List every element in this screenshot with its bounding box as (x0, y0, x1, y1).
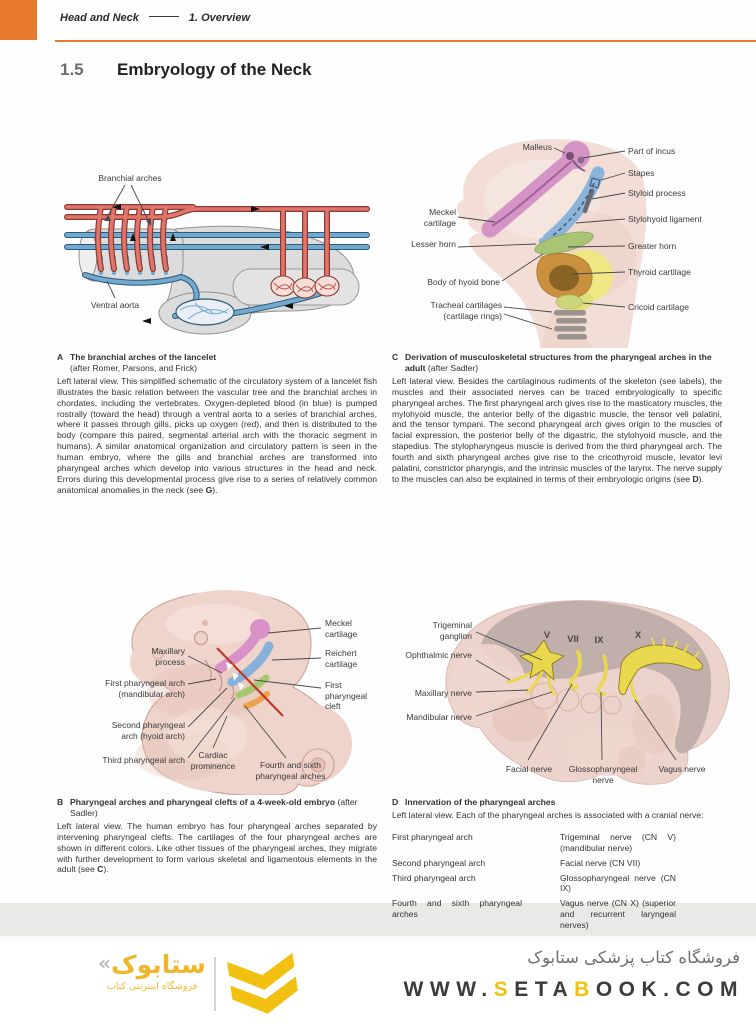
figure-label-styloid-process: Styloid process (628, 188, 686, 198)
caption-a-text: Left lateral view. This simplified schematic of the circulatory system of a lancelet fish illustrates the basic relation between the vascular tree and the branchial arches in chordates, including the vertebrates. Oxygen-depleted blood (in blue) is pumped rostrally (toward the head) through a ventral aorta to a series of branchial arches, where it passes through gills, picks up oxygen (red), and then is distributed to the body (compare this paired, segmental arterial arch with the thoracic segment in humans). A similar anatomical organization and circulatory pattern is seen in the human embryo, where the gills and branchial arches are transformed into pharyngeal arches which develop into various structures in the head and neck. Errors during this developmental process give rise to a series of relatively common anatomical anomalies in the neck (see (57, 375, 377, 495)
figure-label-glossopharyngeal-nerve: Glossopharyngeal nerve (568, 764, 638, 785)
caption-b-body (57, 821, 377, 876)
table-cell-nerve: Facial nerve (CN VII) (560, 857, 641, 868)
website-url (404, 978, 744, 1002)
table-cell-arch: First pharyngeal arch (392, 831, 473, 842)
setabook-wordmark-text: ستابوک (111, 950, 206, 979)
setabook-wordmark (96, 951, 208, 979)
caption-a-tail: ). (212, 484, 218, 495)
caption-d-letter: D (392, 797, 399, 807)
caption-c-text: Left lateral view. Besides the cartilaginous rudiments of the skeleton (see labels), the muscles and their associated nerves can be traced embryologically to specific pharyngeal arches. The first pharyngeal arch gives rise to the masticatory muscles, the mylohyoid muscle, the anterior belly of the digastric muscle, the tensor veli palatini, and the tensor tympani. The second pharyngeal arch gives origin to the muscles of facial expression, the posterior belly of the digastric, the stylohyoid muscle, and the stapedius. The stylopharyngeus muscle is derived from the third pharyngeal arch. The fourth and sixth pharyngeal arches give rise to the cricothyroid muscle, levator levi palatini, constrictor pharyngis, and the intrinsic muscles of the larynx. The nerve supply to the muscles can also be explained in terms of their embryologic origins (see (392, 375, 722, 484)
figure-label-lesser-horn: Lesser horn (411, 239, 456, 249)
caption-b-heading (57, 797, 377, 819)
url-highlight-b: B (574, 978, 596, 1001)
table-cell-arch: Second pharyngeal arch (392, 857, 486, 868)
figure-label-facial-nerve: Facial nerve (505, 764, 553, 774)
cranial-nerve-numeral-v: V (543, 630, 551, 641)
cranial-nerve-numeral-x: X (634, 630, 642, 641)
caption-b-title: Pharyngeal arches and pharyngeal clefts of a 4-week-old embryo (70, 797, 336, 807)
figure-label-maxillary-nerve: Maxillary nerve (414, 688, 472, 698)
figure-label-part-of-incus: Part of incus (628, 146, 676, 156)
figure-label-fourth-sixth-arches: Fourth and sixth pharyngeal arches (255, 760, 326, 781)
table-cell-arch: Fourth and sixth pharyngeal arches (392, 898, 522, 920)
store-name-persian: فروشگاه کتاب پزشکی ستابوک (527, 948, 740, 967)
caption-a-crossref: G (205, 484, 213, 495)
caption-a-subtitle: (after Romer, Parsons, and Frick) (70, 362, 198, 373)
caption-b (57, 797, 377, 875)
figure-label-malleus: Malleus (522, 142, 552, 152)
caption-b-crossref: C (97, 864, 104, 875)
running-head (60, 12, 250, 24)
caption-c-tail: ). (698, 473, 704, 484)
running-head-chapter: 1. Overview (188, 12, 251, 24)
caption-a-heading (57, 352, 377, 374)
figure-label-ventral-aorta: Ventral aorta (90, 300, 140, 310)
table-row (392, 832, 724, 854)
figure-label-thyroid-cartilage: Thyroid cartilage (628, 267, 691, 277)
cranial-nerve-numeral-ix: IX (594, 635, 604, 646)
figure-label-meckel-cartilage-embryo: Meckel cartilage (325, 618, 358, 639)
table-cell-nerve: Vagus nerve (CN X) (superior and recurrent laryngeal nerves) (560, 898, 676, 931)
caption-c-title: Derivation of musculoskeletal structures from the pharyngeal arches in the adult (405, 352, 712, 373)
url-part: ETA (514, 978, 575, 1001)
figure-label-mandibular-nerve: Mandibular nerve (406, 712, 472, 722)
table-row (392, 873, 724, 895)
url-highlight-s: S (493, 978, 515, 1001)
figure-label-third-pharyngeal-arch: Third pharyngeal arch (102, 755, 185, 765)
figure-label-body-of-hyoid-bone: Body of hyoid bone (427, 277, 500, 287)
caption-a (57, 352, 377, 496)
figure-label-second-pharyngeal-arch: Second pharyngeal arch (hyoid arch) (111, 720, 185, 741)
innervation-table (392, 832, 724, 931)
logo-divider (214, 957, 216, 1011)
figure-label-ophthalmic-nerve: Ophthalmic nerve (405, 650, 472, 660)
figure-label-stapes: Stapes (628, 168, 655, 178)
figure-label-branchial-arches: Branchial arches (98, 173, 162, 183)
caption-c-body (392, 376, 722, 485)
figure-label-first-pharyngeal-arch: First pharyngeal arch (mandibular arch) (105, 678, 185, 699)
header-rule (55, 40, 756, 42)
caption-d (392, 797, 724, 935)
setabook-logo (96, 951, 208, 992)
table-row (392, 898, 724, 931)
setabook-tagline: فروشگاه اینترنتی کتاب (106, 980, 198, 992)
guillemet-icon: « (98, 951, 112, 975)
figure-label-stylohyoid-ligament: Stylohyoid ligament (628, 214, 702, 224)
figure-a-lancelet-diagram (55, 145, 380, 350)
cranial-nerve-numeral-vii: VII (567, 634, 579, 645)
caption-a-title: The branchial arches of the lancelet (70, 352, 217, 362)
figure-label-cricoid-cartilage: Cricoid cartilage (628, 302, 689, 312)
figure-label-maxillary-process: Maxillary process (151, 646, 185, 667)
caption-c-subtitle: (after Sadler) (427, 362, 479, 373)
setabook-chevron-logo-icon (220, 948, 309, 1024)
caption-d-heading (392, 797, 724, 808)
url-part: OOK.COM (595, 978, 744, 1001)
figure-label-reichert-cartilage: Reichert cartilage (325, 648, 358, 669)
caption-c-crossref: D (692, 473, 699, 484)
figure-label-trigeminal-ganglion: Trigeminal ganglion (432, 620, 472, 641)
figure-label-vagus-nerve: Vagus nerve (658, 764, 706, 774)
url-part: WWW. (403, 978, 494, 1001)
caption-a-body (57, 376, 377, 496)
orange-corner-block (0, 0, 37, 40)
figure-label-meckel-cartilage: Meckel cartilage (423, 207, 456, 228)
caption-b-tail: ). (103, 864, 109, 875)
caption-c (392, 352, 722, 485)
caption-b-text: Left lateral view. The human embryo has four pharyngeal arches separated by intervening pharyngeal clefts. The cartilages of the four pharyngeal arches are shown in different colors. Like other tissues of the pharyngeal arches, they migrate with further development to form various skeletal and ligamentous elements in the adult (see (57, 820, 377, 875)
page-title: Embryology of the Neck (117, 60, 312, 79)
caption-c-heading (392, 352, 722, 374)
figure-b-embryo-diagram (55, 588, 377, 795)
table-cell-nerve: Trigeminal nerve (CN V) (mandibular nerve) (560, 831, 676, 853)
figure-label-cardiac-prominence: Cardiac prominence (190, 750, 236, 771)
caption-a-letter: A (57, 352, 64, 362)
running-head-book: Head and Neck (60, 12, 139, 24)
table-cell-arch: Third pharyngeal arch (392, 872, 476, 883)
figure-label-tracheal-cartilages: Tracheal cartilages (cartilage rings) (430, 300, 502, 321)
figure-label-first-pharyngeal-cleft: First pharyngeal cleft (325, 680, 368, 712)
table-cell-nerve: Glossopharyngeal nerve (CN IX) (560, 872, 676, 894)
caption-d-title: Innervation of the pharyngeal arches (405, 797, 556, 807)
running-head-dash (149, 16, 179, 17)
figure-c-adult-head-diagram (392, 133, 752, 348)
caption-d-body: Left lateral view. Each of the pharyngeal arches is associated with a cranial nerve: (392, 809, 704, 820)
figure-label-greater-horn: Greater horn (628, 241, 677, 251)
section-number: 1.5 (60, 60, 84, 79)
caption-c-letter: C (392, 352, 399, 362)
caption-b-letter: B (57, 797, 64, 807)
caption-b-subtitle: (after Sadler) (70, 797, 358, 818)
table-row (392, 858, 724, 869)
figure-d-innervation-diagram (392, 588, 740, 795)
